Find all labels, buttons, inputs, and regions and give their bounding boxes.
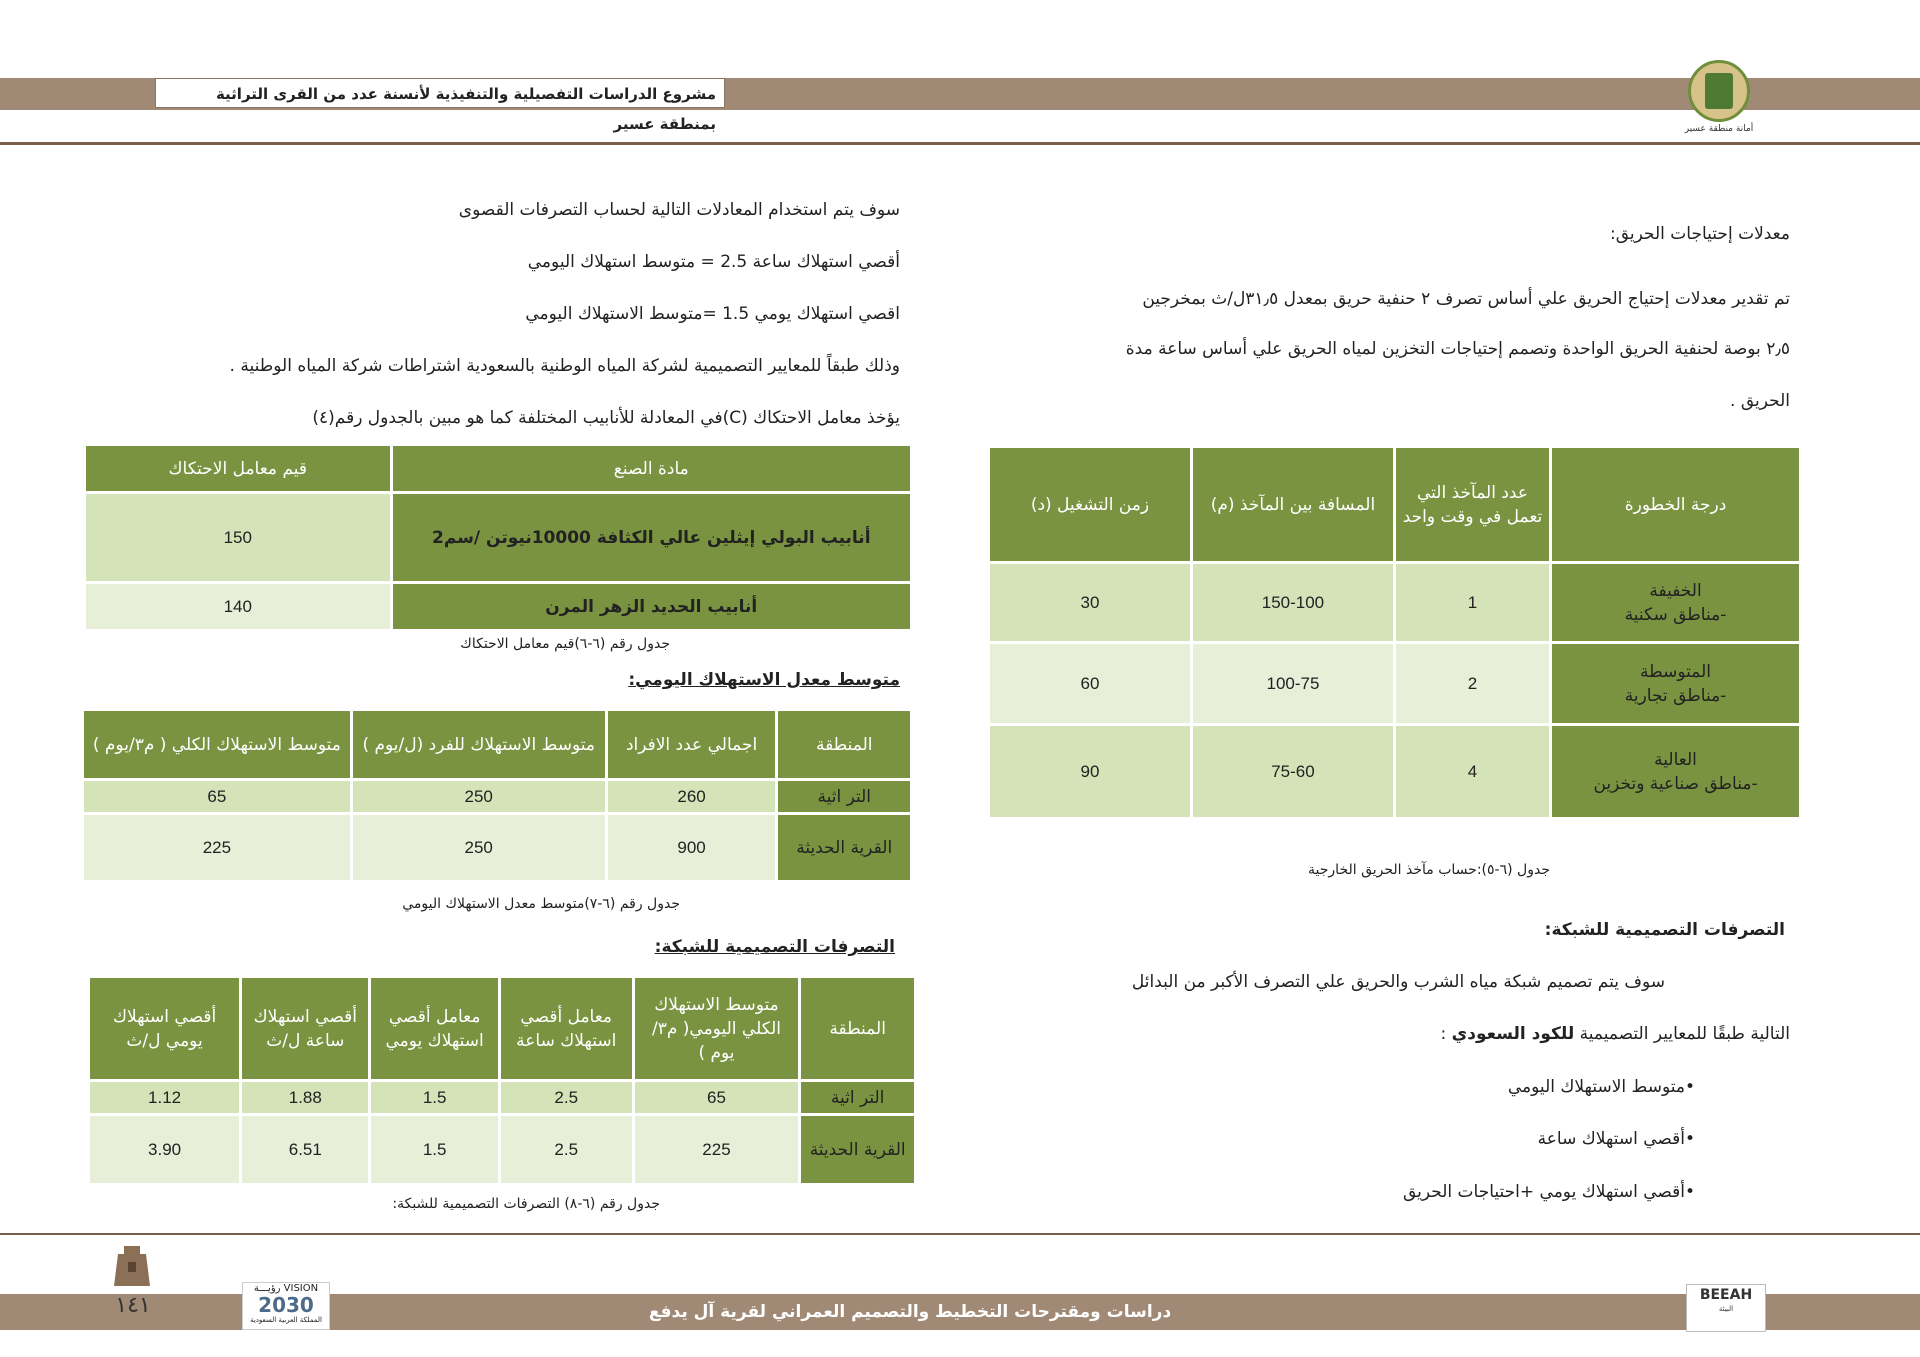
- col-material: مادة الصنع: [391, 445, 911, 493]
- cell-distance: 150-100: [1191, 563, 1394, 643]
- cell-max-day: 3.90: [89, 1115, 241, 1185]
- standards-note: وذلك طبقاً للمعايير التصميمية لشركة المياه الوطنية بالسعودية اشتراطات شركة المياه الوطنية .: [229, 356, 900, 376]
- bullet-item: •أقصي استهلاك يومي +احتياجات الحريق: [1402, 1182, 1695, 1202]
- hazard-desc: -مناطق سكنية: [1624, 604, 1727, 625]
- hazard-desc: -مناطق صناعية وتخزين: [1593, 773, 1758, 794]
- cell-distance: 75-60: [1191, 725, 1394, 819]
- hazard-desc: -مناطق تجارية: [1624, 685, 1727, 706]
- col-hydrant-count: عدد المآخذ التي تعمل في وقت واحد: [1394, 447, 1550, 563]
- design-flows-heading: التصرفات التصميمية للشبكة:: [654, 937, 895, 957]
- fire-paragraph-line2: ٢٫٥ بوصة لحنفية الحريق الواحدة وتصمم إحتياجات التخزين لمياه الحريق علي أساس ساعة مدة: [1125, 339, 1790, 359]
- avg-table-caption: جدول رقم (٦-٧)متوسط معدل الاستهلاك اليومي: [402, 896, 680, 912]
- cell-area: التر اثية: [800, 1081, 916, 1115]
- design-flows-table: [87, 975, 917, 1186]
- col-operating-time: زمن التشغيل (د): [989, 447, 1192, 563]
- equation-max-hour: أقصي استهلاك ساعة 2.5 = متوسط استهلاك اليومي: [527, 252, 900, 272]
- vision-2030-logo: رؤيـــة VISION 2030 المملكة العربية السعودية: [242, 1282, 330, 1330]
- cell-hour-factor: 2.5: [499, 1081, 633, 1115]
- col-max-hour: أقصي استهلاك ساعة ل/ث: [241, 977, 370, 1081]
- col-total: متوسط الاستهلاك الكلي ( م٣/يوم ): [83, 710, 352, 780]
- cell-avg: 65: [633, 1081, 800, 1115]
- cell-total: 65: [83, 780, 352, 814]
- table-row: [989, 643, 1801, 725]
- header-divider: [0, 142, 1920, 145]
- cell-time: 30: [989, 563, 1192, 643]
- table-row: [85, 583, 912, 631]
- fire-table-caption: جدول (٦-٥):حساب مآخذ الحريق الخارجية: [1308, 862, 1550, 878]
- cell-area: القرية الحديثة: [777, 814, 912, 882]
- hazard-level: المتوسطة: [1640, 661, 1711, 682]
- asir-municipality-logo-icon: [1688, 60, 1750, 122]
- avg-consumption-table: [81, 708, 913, 883]
- col-area: المنطقة: [777, 710, 912, 780]
- fire-heading: معدلات إحتياجات الحريق:: [1610, 224, 1790, 244]
- cell-people: 260: [606, 780, 777, 814]
- bullet-item: •متوسط الاستهلاك اليومي: [1507, 1077, 1695, 1097]
- cell-max-hour: 1.88: [241, 1081, 370, 1115]
- equation-max-day: اقصي استهلاك يومي 1.5 =متوسط الاستهلاك اليومي: [525, 304, 900, 324]
- col-area: المنطقة: [800, 977, 916, 1081]
- col-hazard-level: درجة الخطورة: [1551, 447, 1801, 563]
- col-people: اجمالي عدد الافراد: [606, 710, 777, 780]
- footer-divider: [0, 1233, 1920, 1235]
- design-heading: التصرفات التصميمية للشبكة:: [1544, 920, 1785, 940]
- avg-consumption-heading: متوسط معدل الاستهلاك اليومي:: [628, 670, 900, 690]
- cell-max-hour: 6.51: [241, 1115, 370, 1185]
- cell-friction-value: 150: [85, 493, 392, 583]
- friction-table: [83, 443, 913, 632]
- cell-area: التر اثية: [777, 780, 912, 814]
- table-row: [85, 493, 912, 583]
- cell-total: 225: [83, 814, 352, 882]
- cell-per-person: 250: [351, 780, 606, 814]
- cell-max-day: 1.12: [89, 1081, 241, 1115]
- friction-table-caption: جدول رقم (٦-٦)قيم معامل الاحتكاك: [460, 636, 670, 652]
- hazard-level: العالية: [1654, 749, 1697, 770]
- fire-hydrant-table: [987, 445, 1802, 820]
- col-hour-factor: معامل أقصي استهلاك ساعة: [499, 977, 633, 1081]
- hazard-level: الخفيفة: [1649, 580, 1702, 601]
- table-row: [83, 780, 912, 814]
- col-friction-value: قيم معامل الاحتكاك: [85, 445, 392, 493]
- table-row: [989, 563, 1801, 643]
- fire-paragraph-line1: تم تقدير معدلات إحتياج الحريق علي أساس تصرف ٢ حنفية حريق بمعدل ٣١٫٥ل/ث بمخرجين: [1142, 289, 1790, 309]
- col-per-person: متوسط الاستهلاك للفرد (ل/يوم ): [351, 710, 606, 780]
- cell-count: 4: [1394, 725, 1550, 819]
- beeah-logo: BEEAH البيئة: [1686, 1284, 1766, 1332]
- table-row: [89, 1081, 916, 1115]
- cell-people: 900: [606, 814, 777, 882]
- cell-hour-factor: 2.5: [499, 1115, 633, 1185]
- cell-time: 90: [989, 725, 1192, 819]
- col-hydrant-distance: المسافة بين المآخذ (م): [1191, 447, 1394, 563]
- table-row: [83, 814, 912, 882]
- bullet-item: •أقصي استهلاك ساعة: [1537, 1129, 1695, 1149]
- cell-material: أنابيب الحديد الزهر المرن: [391, 583, 911, 631]
- design-line2: التالية طبقًا للمعايير التصميمية للكود السعودي :: [1440, 1024, 1790, 1044]
- cell-count: 2: [1394, 643, 1550, 725]
- col-day-factor: معامل أقصي استهلاك يومي: [370, 977, 499, 1081]
- table-row: [989, 725, 1801, 819]
- cell-avg: 225: [633, 1115, 800, 1185]
- cell-time: 60: [989, 643, 1192, 725]
- table-row: [89, 1115, 916, 1185]
- friction-note: يؤخذ معامل الاحتكاك (C)في المعادلة للأنابيب المختلفة كما هو مبين بالجدول رقم(٤): [312, 408, 900, 428]
- cell-area: القرية الحديثة: [800, 1115, 916, 1185]
- col-max-day: أقصي استهلاك يومي ل/ث: [89, 977, 241, 1081]
- heritage-tower-icon: [108, 1240, 156, 1286]
- equations-intro: سوف يتم استخدام المعادلات التالية لحساب التصرفات القصوى: [458, 200, 900, 220]
- footer-title: دراسات ومقترحات التخطيط والتصميم العمراني لقرية آل يدفع: [648, 1302, 1172, 1322]
- project-title: مشروع الدراسات التفصيلية والتنفيذية لأنسنة عدد من القرى التراثية بمنطقة عسير: [155, 78, 725, 108]
- logo-caption: أمانة منطقة عسير: [1684, 124, 1754, 134]
- cell-day-factor: 1.5: [370, 1115, 499, 1185]
- cell-material: أنابيب البولي إيثلين عالي الكثافة 10000نيوتن /سم2: [391, 493, 911, 583]
- cell-per-person: 250: [351, 814, 606, 882]
- cell-count: 1: [1394, 563, 1550, 643]
- page-number: ١٤١: [115, 1293, 151, 1318]
- fire-paragraph-line3: الحريق .: [1730, 391, 1790, 411]
- cell-distance: 100-75: [1191, 643, 1394, 725]
- design-line1: سوف يتم تصميم شبكة مياه الشرب والحريق علي التصرف الأكبر من البدائل: [1131, 972, 1665, 992]
- flows-table-caption: جدول رقم (٦-٨) التصرفات التصميمية للشبكة:: [392, 1196, 660, 1212]
- col-avg-total: متوسط الاستهلاك الكلي اليومي( م٣/يوم ): [633, 977, 800, 1081]
- cell-friction-value: 140: [85, 583, 392, 631]
- cell-day-factor: 1.5: [370, 1081, 499, 1115]
